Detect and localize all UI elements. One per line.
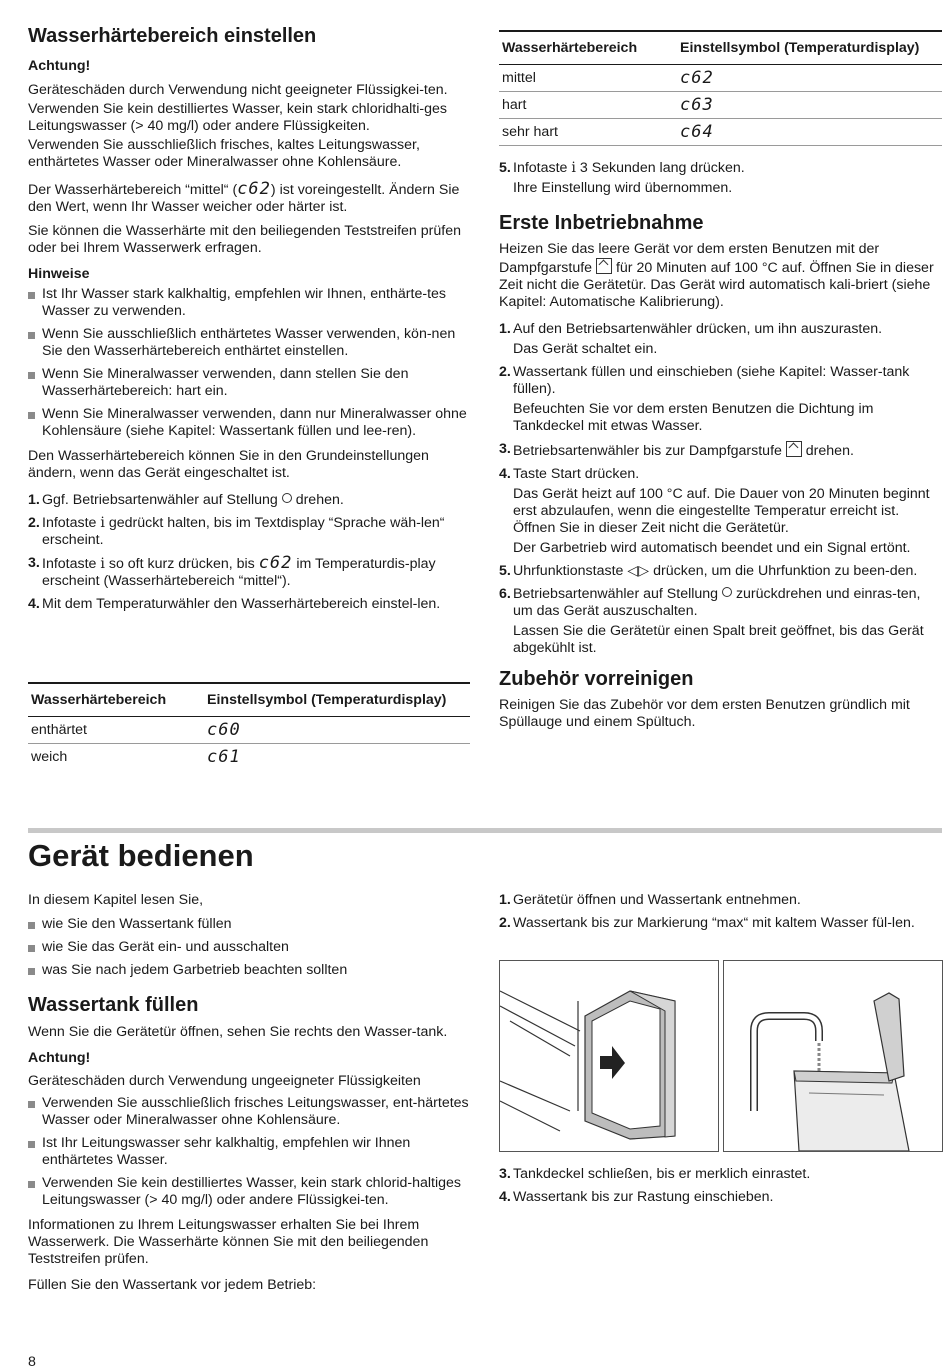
steam-level-icon — [596, 258, 612, 274]
erste-step-5 — [499, 563, 942, 580]
step-text: so oft kurz drücken, bis — [104, 556, 259, 572]
section2-right-lower — [499, 1166, 942, 1214]
step-number: 4. — [499, 1189, 511, 1205]
table-cell-code: c61 — [207, 746, 241, 767]
warning-item: Verwenden Sie kein destilliertes Wasser, kein stark chlorid-haltiges Leitungswasser (> 40 mg/l) oder andere Flüssigkei-ten. — [28, 1175, 470, 1209]
erste-step-2 — [499, 364, 942, 435]
step-text: Taste Start drücken. — [513, 466, 640, 482]
step-number: 1. — [28, 492, 40, 508]
tank-step-4 — [499, 1189, 942, 1206]
intro-list — [28, 916, 470, 979]
warning-list — [28, 1095, 470, 1209]
hinweise-title: Hinweise — [28, 266, 90, 282]
step-text: Infotaste — [42, 515, 101, 531]
step-number: 1. — [499, 892, 511, 908]
preset-post: ) ist voreingestellt. Ändern Sie den Wert, wenn Ihr Wasser weicher oder härter ist. — [28, 182, 460, 215]
warning-item: Verwenden Sie ausschließlich frisches Leitungswasser, ent-härtetes Wasser oder Mineralwasser ohne Kohlensäure. — [28, 1095, 470, 1129]
step-text: gedrückt halten, bis im Textdisplay “Sprache wäh-len“ erscheint. — [42, 515, 445, 548]
intro-item: wie Sie das Gerät ein- und ausschalten — [28, 939, 470, 956]
intro-item: was Sie nach jedem Garbetrieb beachten sollten — [28, 962, 470, 979]
step-follow: Lassen Sie die Gerätetür einen Spalt breit geöffnet, bis das Gerät abgekühlt ist. — [513, 623, 924, 656]
step-follow: Ihre Einstellung wird übernommen. — [513, 180, 733, 196]
left-column — [28, 24, 470, 621]
table-header: Wasserhärtebereich — [28, 683, 204, 717]
heading-wassertank: Wassertank füllen — [28, 994, 199, 1016]
zubehoer-paragraph: Reinigen Sie das Zubehör vor dem ersten Benutzen gründlich mit Spüllauge und einem Spültuch. — [499, 697, 910, 730]
step-number: 2. — [28, 515, 40, 531]
clock-function-icon: ◁▷ — [627, 563, 650, 579]
tank-step-3 — [499, 1166, 942, 1183]
tank-removal-drawing — [500, 961, 718, 1151]
heading-wasserhaerte: Wasserhärtebereich einstellen — [28, 25, 317, 47]
step-text: Mit dem Temperaturwähler den Wasserhärtebereich einstel-len. — [42, 596, 441, 612]
info-i-icon: i — [100, 556, 105, 572]
erste-step-6 — [499, 586, 942, 657]
step-text: Auf den Betriebsartenwähler drücken, um ihn auszurasten. — [513, 321, 883, 337]
step-text: Uhrfunktionstaste — [513, 563, 628, 579]
step-text: Ggf. Betriebsartenwähler auf Stellung — [42, 492, 282, 508]
step-number: 2. — [499, 915, 511, 931]
heading-erste-inbetriebnahme: Erste Inbetriebnahme — [499, 212, 704, 234]
warning-line-2: Verwenden Sie kein destilliertes Wasser, kein stark chloridhalti-ges Leitungswasser (> 40 mg/l) oder andere Flüssigkeiten. — [28, 101, 447, 134]
step-number: 6. — [499, 586, 511, 602]
table-cell-code: c62 — [677, 65, 942, 92]
step-number: 1. — [499, 321, 511, 337]
erste-step-4 — [499, 466, 942, 557]
step-follow: Der Garbetrieb wird automatisch beendet und ein Signal ertönt. — [513, 540, 911, 556]
page-number: 8 — [28, 1354, 36, 1370]
info-paragraph: Informationen zu Ihrem Leitungswasser erhalten Sie bei Ihrem Wasserwerk. Die Wasserhärte können Sie mit den beiliegenden Teststreifen prüfen. — [28, 1217, 429, 1267]
section2-right — [499, 892, 942, 940]
tank-filling-drawing — [724, 961, 942, 1151]
erste-paragraph — [499, 241, 942, 311]
step-text: Gerätetür öffnen und Wassertank entnehmen. — [513, 892, 801, 908]
step-text: drehen. — [801, 443, 854, 459]
preset-pre: Der Wasserhärtebereich “mittel“ ( — [28, 182, 238, 198]
table-cell: weich — [31, 748, 68, 765]
step-text: 3 Sekunden lang drücken. — [575, 160, 745, 176]
right-column — [499, 30, 942, 738]
table-header: Einstellsymbol (Temperaturdisplay) — [204, 683, 470, 717]
step-text: Wassertank füllen und einschieben (siehe Kapitel: Wasser-tank füllen). — [513, 364, 910, 397]
grund-paragraph: Den Wasserhärtebereich können Sie in den Grundeinstellungen ändern, wenn das Gerät eingeschaltet ist. — [28, 448, 429, 481]
tank-steps-2 — [499, 1166, 942, 1206]
warning-line: Geräteschäden durch Verwendung ungeeigneter Flüssigkeiten — [28, 1073, 421, 1089]
step-number: 2. — [499, 364, 511, 380]
warning-line-1: Geräteschäden durch Verwendung nicht geeigneter Flüssigkei-ten. — [28, 82, 448, 98]
achtung-label-2: Achtung! — [28, 1050, 91, 1066]
table-header: Wasserhärtebereich — [499, 31, 677, 65]
step-text: Wassertank bis zur Rastung einschieben. — [513, 1189, 774, 1205]
table-cell-code: c64 — [677, 119, 942, 146]
step-text: drücken, um die Uhrfunktion zu been-den. — [649, 563, 918, 579]
hinweis-item: Wenn Sie ausschließlich enthärtetes Wasser verwenden, kön-nen Sie den Wasserhärtebereich enthärtet einstellen. — [28, 326, 470, 360]
step-number: 4. — [28, 596, 40, 612]
section2-left — [28, 892, 470, 1301]
info-i-icon: i — [571, 160, 576, 176]
step-text: Infotaste — [42, 556, 101, 572]
table-header: Einstellsymbol (Temperaturdisplay) — [677, 31, 942, 65]
step-follow: Das Gerät schaltet ein. — [513, 341, 658, 357]
wassertank-intro: Wenn Sie die Gerätetür öffnen, sehen Sie rechts den Wasser-tank. — [28, 1024, 448, 1040]
warning-item: Ist Ihr Leitungswasser sehr kalkhaltig, empfehlen wir Ihnen enthärtetes Wasser. — [28, 1135, 470, 1169]
hinweis-item: Wenn Sie Mineralwasser verwenden, dann stellen Sie den Wasserhärtebereich: hart ein. — [28, 366, 470, 400]
table-row — [499, 65, 942, 92]
step-text: Tankdeckel schließen, bis er merklich einrastet. — [513, 1166, 811, 1182]
off-position-icon — [282, 493, 292, 503]
table-header-row — [28, 683, 470, 717]
table-cell: enthärtet — [28, 717, 204, 744]
step-5 — [499, 160, 942, 197]
section-divider — [28, 828, 942, 833]
left-table-wrap — [28, 682, 470, 770]
tank-step-2 — [499, 915, 942, 932]
water-hardness-table-1 — [28, 682, 470, 770]
intro-text: In diesem Kapitel lesen Sie, — [28, 892, 204, 908]
table-cell: mittel — [499, 65, 677, 92]
tank-steps-1 — [499, 892, 942, 932]
tank-filling-illustration — [723, 960, 943, 1152]
info-i-icon: i — [100, 515, 105, 531]
tank-step-1 — [499, 892, 942, 909]
off-position-icon — [722, 587, 732, 597]
step-text: drehen. — [291, 492, 344, 508]
text: Heizen Sie das leere Gerät vor dem ersten Benutzen mit der Dampfgarstufe — [499, 241, 880, 276]
hinweis-item: Ist Ihr Wasser stark kalkhaltig, empfehlen wir Ihnen, enthärte-tes Wasser zu verwenden. — [28, 286, 470, 320]
heading-zubehoer: Zubehör vorreinigen — [499, 668, 694, 690]
step-3 — [28, 555, 470, 590]
step-text: Betriebsartenwähler bis zur Dampfgarstufe — [513, 443, 786, 459]
text: für 20 Minuten auf 100 °C auf. Öffnen Sie in dieser Zeit nicht die Gerätetür. Das Gerät wird automatisch kali-briert (siehe Kapitel: Automatische Kalibrierung). — [499, 260, 934, 310]
table-cell: sehr hart — [499, 119, 677, 146]
intro-item: wie Sie den Wassertank füllen — [28, 916, 470, 933]
teststrip-paragraph: Sie können die Wasserhärte mit den beiliegenden Teststreifen prüfen oder bei Ihrem Wasserwerk erfragen. — [28, 223, 461, 256]
erste-steps — [499, 321, 942, 657]
steam-level-icon — [786, 441, 802, 457]
step-text: Infotaste — [513, 160, 572, 176]
table-row — [28, 744, 470, 771]
step-text: Wassertank bis zur Markierung “max“ mit kaltem Wasser fül-len. — [513, 915, 915, 931]
hinweise-list — [28, 286, 470, 440]
preset-paragraph — [28, 181, 470, 216]
table-row — [499, 119, 942, 146]
section-title: Gerät bedienen — [28, 838, 254, 873]
table-header-row — [499, 31, 942, 65]
fill-before: Füllen Sie den Wassertank vor jedem Betrieb: — [28, 1277, 317, 1293]
table-cell: hart — [499, 92, 677, 119]
display-code: c62 — [258, 553, 293, 573]
step-number: 3. — [499, 1166, 511, 1182]
step-4 — [28, 596, 470, 613]
step-1 — [28, 492, 470, 509]
step-number: 4. — [499, 466, 511, 482]
step-number: 3. — [28, 555, 40, 571]
step-number: 5. — [499, 563, 511, 579]
step-number: 5. — [499, 160, 511, 176]
erste-step-1 — [499, 321, 942, 358]
achtung-label: Achtung! — [28, 58, 91, 74]
warning-line-3: Verwenden Sie ausschließlich frisches, kaltes Leitungswasser, enthärtetes Wasser oder Mineralwasser ohne Kohlensäure. — [28, 137, 420, 170]
tank-removal-illustration — [499, 960, 719, 1152]
table-row — [499, 92, 942, 119]
step-5-list — [499, 160, 942, 197]
table-cell-code: c60 — [204, 717, 470, 744]
step-number: 3. — [499, 441, 511, 457]
step-follow: Befeuchten Sie vor dem ersten Benutzen die Dichtung im Tankdeckel mit etwas Wasser. — [513, 401, 874, 434]
hinweis-item: Wenn Sie Mineralwasser verwenden, dann nur Mineralwasser ohne Kohlensäure (siehe Kapitel: Wassertank füllen und lee-ren). — [28, 406, 470, 440]
erste-step-3 — [499, 441, 942, 460]
preset-code: c62 — [237, 179, 271, 199]
step-2 — [28, 515, 470, 549]
step-text: im Temperaturdis-play erscheint (Wasserhärtebereich “mittel“). — [42, 556, 436, 589]
table-row — [28, 717, 470, 744]
step-follow: Das Gerät heizt auf 100 °C auf. Die Dauer von 20 Minuten beginnt erst abzulaufen, wenn die eingestellte Temperatur erreicht ist. Öffnen Sie in dieser Zeit nicht die Gerätetür. — [513, 486, 930, 536]
table-cell-code: c63 — [677, 92, 942, 119]
water-hardness-table-2 — [499, 30, 942, 146]
step-text: zurückdrehen und einras-ten, um das Gerät auszuschalten. — [513, 586, 921, 619]
step-text: Betriebsartenwähler auf Stellung — [513, 586, 722, 602]
left-steps — [28, 492, 470, 613]
